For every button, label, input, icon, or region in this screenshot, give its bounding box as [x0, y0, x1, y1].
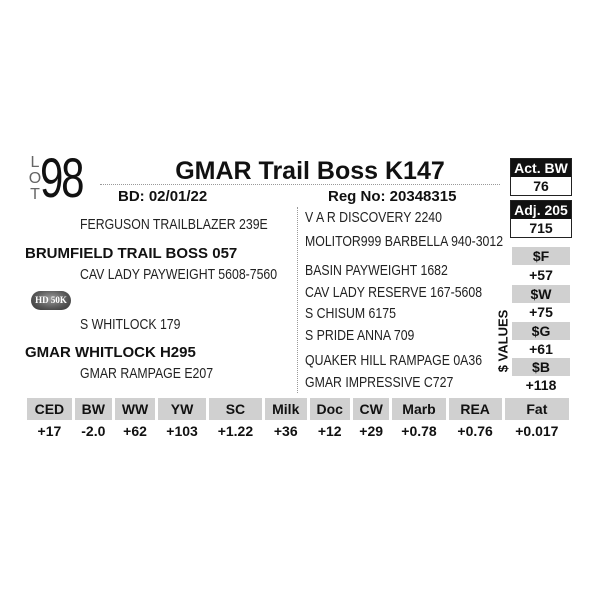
pedigree-sire-dam: CAV LADY PAYWEIGHT 5608-7560	[80, 266, 278, 283]
epd-value: +0.017	[515, 423, 559, 439]
adj-205-box	[510, 200, 572, 238]
pedigree-ancestor: CAV LADY RESERVE 167-5608	[305, 284, 483, 301]
epd-value: +0.76	[457, 423, 493, 439]
act-bw-value: 76	[533, 178, 549, 194]
dollar-value-label: $F	[512, 247, 570, 265]
adj-205-label: Adj. 205	[511, 201, 571, 219]
epd-header: BW	[75, 398, 112, 420]
pedigree-sire-sire: FERGUSON TRAILBLAZER 239E	[80, 216, 268, 233]
pedigree-dam-sire: S WHITLOCK 179	[80, 316, 181, 333]
dollar-values-label	[496, 296, 510, 386]
epd-header: CED	[27, 398, 72, 420]
pedigree-ancestor: V A R DISCOVERY 2240	[305, 209, 442, 226]
epd-table	[24, 398, 572, 442]
epd-header: SC	[209, 398, 262, 420]
epd-value: +62	[123, 423, 147, 439]
epd-value: +1.22	[217, 423, 254, 439]
epd-header: REA	[449, 398, 502, 420]
epd-header: Milk	[265, 398, 307, 420]
dollar-value: +75	[529, 304, 553, 320]
pedigree-ancestor: S CHISUM 6175	[305, 305, 396, 322]
dollar-value-label: $W	[512, 285, 570, 303]
adj-205-value: 715	[529, 220, 553, 236]
birth-date	[118, 188, 207, 205]
lot-letter: T	[30, 186, 40, 203]
epd-header: CW	[353, 398, 390, 420]
epd-header: YW	[158, 398, 206, 420]
pedigree-dam-dam: GMAR RAMPAGE E207	[80, 365, 214, 382]
registration-label: Reg No:	[328, 188, 386, 205]
birth-date-label: BD:	[118, 188, 145, 205]
lot-letter: L	[30, 154, 40, 171]
epd-value: +12	[317, 423, 342, 439]
registration-number	[328, 188, 456, 205]
divider	[100, 184, 500, 185]
dollar-value: +57	[529, 267, 553, 283]
act-bw-label: Act. BW	[511, 159, 571, 177]
pedigree-ancestor: S PRIDE ANNA 709	[305, 327, 415, 344]
lot-number: 98	[40, 146, 83, 209]
dollar-value-label: $G	[512, 322, 570, 340]
dollar-value-label: $B	[512, 358, 570, 376]
epd-header: Doc	[310, 398, 350, 420]
lot-letter: O	[28, 170, 42, 187]
epd-value: +17	[37, 423, 62, 439]
genomic-badge: HD 50K	[31, 291, 71, 310]
epd-header-row	[27, 398, 569, 420]
pedigree-ancestor: MOLITOR999 BARBELLA 940-3012	[305, 233, 504, 250]
epd-header: Fat	[505, 398, 569, 420]
epd-value: +103	[166, 423, 198, 439]
epd-value: -2.0	[81, 423, 106, 439]
pedigree-ancestor: BASIN PAYWEIGHT 1682	[305, 262, 448, 279]
epd-value: +36	[273, 423, 298, 439]
epd-header: WW	[115, 398, 155, 420]
pedigree-ancestor: QUAKER HILL RAMPAGE 0A36	[305, 352, 483, 369]
pedigree-ancestor: GMAR IMPRESSIVE C727	[305, 374, 454, 391]
epd-header: Marb	[392, 398, 445, 420]
pedigree-dam: GMAR WHITLOCK H295	[25, 344, 196, 361]
epd-value: +0.78	[401, 423, 437, 439]
registration-value: 20348315	[389, 188, 457, 205]
epd-value: +29	[359, 423, 384, 439]
animal-name: GMAR Trail Boss K147	[175, 157, 445, 185]
act-bw-box	[510, 158, 572, 196]
birth-date-value: 02/01/22	[148, 188, 208, 205]
epd-value-row	[27, 420, 569, 442]
dollar-values-label-text: $ VALUES	[495, 309, 511, 373]
dollar-value: +61	[529, 341, 553, 357]
pedigree-divider	[297, 207, 298, 393]
dollar-value: +118	[525, 377, 557, 393]
pedigree-sire: BRUMFIELD TRAIL BOSS 057	[25, 245, 238, 262]
